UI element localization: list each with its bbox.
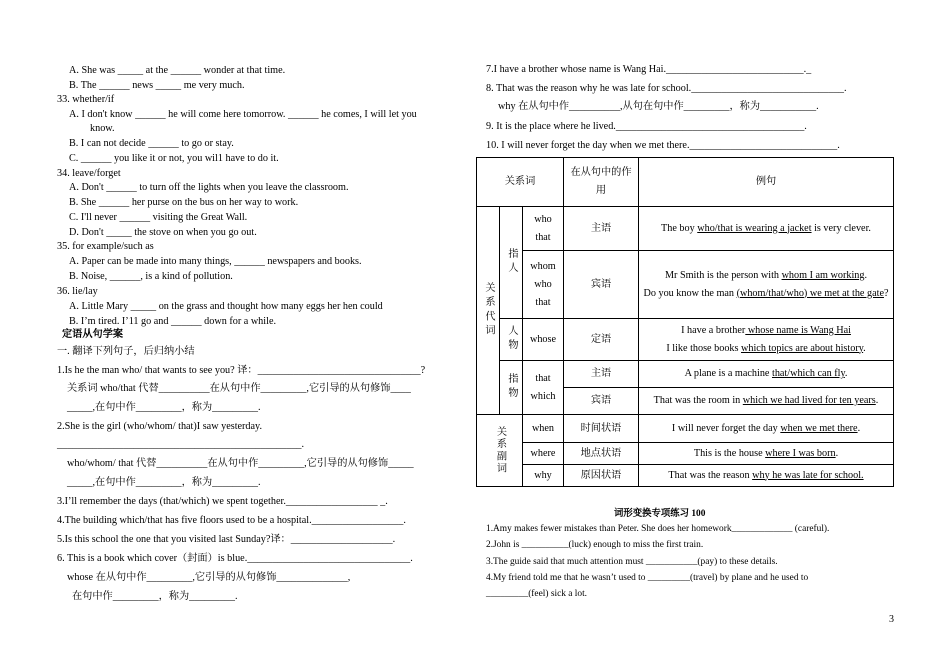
section-subtitle: 一. 翻译下列句子，后归纳小结 xyxy=(57,346,195,357)
practice-item: _________(feel) sick a lot. xyxy=(486,589,588,599)
practice-item: 4.My friend told me that he wasn’t used to _________(travel) by plane and he used to xyxy=(486,573,809,583)
exercise-line: B. She ______ her purse on the bus on her way to work. xyxy=(69,197,299,208)
table-header: 在从句中的作用 xyxy=(564,158,639,207)
exercise-line: A. Little Mary _____ on the grass and thought how many eggs her hen could xyxy=(69,301,383,312)
group-relative-adverb: 关系副词 xyxy=(477,415,523,487)
question-7: 7.I have a brother whose name is Wang Hai.___________________________._ xyxy=(486,64,812,75)
question-1-note: 关系词 who/that 代替__________在从句中作_________,它引导的从句修饰____ xyxy=(67,383,411,394)
relative-word: when xyxy=(523,415,564,443)
relative-word: whom who that xyxy=(523,251,564,319)
practice-item: 1.Amy makes fewer mistakes than Peter. She does her homework_____________ (careful). xyxy=(486,524,830,534)
question-3: 3.I’ll remember the days (that/which) we spent together.__________________ _. xyxy=(57,496,388,507)
relative-word: whose xyxy=(523,319,564,361)
relative-word: that which xyxy=(523,361,564,415)
clause-role: 地点状语 xyxy=(564,443,639,465)
example-sentence: I have a brother whose name is Wang Hai I like those books which topics are about history. xyxy=(639,319,894,361)
question-8-note: why 在从句中作__________,从句在句中作_________，称为___________. xyxy=(498,101,819,112)
question-2-note: _____,在句中作_________，称为_________. xyxy=(67,477,261,488)
subgroup-person: 指人 xyxy=(500,207,523,319)
practice-item: 2.John is __________(luck) enough to miss the first train. xyxy=(486,540,704,550)
exercise-line: A. She was _____ at the ______ wonder at that time. xyxy=(69,65,286,76)
clause-role: 主语 xyxy=(564,361,639,388)
exercise-line: A. Don't ______ to turn off the lights when you leave the classroom. xyxy=(69,182,349,193)
exercise-heading: 36. lie/lay xyxy=(57,286,98,297)
exercise-line: A. Paper can be made into many things, ______ newspapers and books. xyxy=(69,256,362,267)
example-sentence: A plane is a machine that/which can fly. xyxy=(639,361,894,388)
table-header: 关系词 xyxy=(477,158,564,207)
question-6: 6. This is a book which cover（封面）is blue.________________________________. xyxy=(57,553,413,564)
question-4: 4.The building which/that has five floors used to be a hospital.__________________. xyxy=(57,515,406,526)
example-sentence: The boy who/that is wearing a jacket is very clever. xyxy=(639,207,894,251)
question-1-note: _____,在句中作_________，称为_________. xyxy=(67,402,261,413)
example-sentence: That was the room in which we had lived for ten years. xyxy=(639,388,894,415)
question-10: 10. I will never forget the day when we met there._____________________________. xyxy=(486,140,840,151)
exercise-line: C. ______ you like it or not, you wil1 have to do it. xyxy=(69,153,279,164)
exercise-heading: 35. for example/such as xyxy=(57,241,154,252)
example-sentence: This is the house where I was born. xyxy=(639,443,894,465)
exercise-line: A. I don't know ______ he will come here tomorrow. ______ he comes, I will let you xyxy=(69,109,417,120)
table-header: 例句 xyxy=(639,158,894,207)
exercise-heading: 33. whether/if xyxy=(57,94,115,105)
question-1: 1.Is he the man who/ that wants to see you? 译：________________________________? xyxy=(57,365,426,376)
question-6-note: 在句中作_________，称为_________. xyxy=(72,591,238,602)
subgroup-thing: 指物 xyxy=(500,361,523,415)
section-title: 定语从句学案 xyxy=(62,329,124,340)
relative-word: why xyxy=(523,465,564,487)
exercise-line: D. Don't _____ the stove on when you go out. xyxy=(69,227,257,238)
page-number: 3 xyxy=(889,614,894,625)
question-9: 9. It is the place where he lived._____________________________________. xyxy=(486,121,807,132)
exercise-line: C. I'll never ______ visiting the Great Wall. xyxy=(69,212,248,223)
example-sentence: Mr Smith is the person with whom I am working. Do you know the man (whom/that/who) we met at the gate? xyxy=(639,251,894,319)
clause-role: 时间状语 xyxy=(564,415,639,443)
example-sentence: I will never forget the day when we met there. xyxy=(639,415,894,443)
clause-role: 原因状语 xyxy=(564,465,639,487)
subgroup-person-thing: 人物 xyxy=(500,319,523,361)
practice-item: 3.The guide said that much attention must ___________(pay) to these details. xyxy=(486,557,778,567)
question-2-blank: ________________________________________________. xyxy=(57,439,305,450)
question-2-note: who/whom/ that 代替__________在从句中作_________,它引导的从句修饰_____ xyxy=(67,458,414,469)
clause-role: 定语 xyxy=(564,319,639,361)
clause-role: 宾语 xyxy=(564,388,639,415)
practice-title: 词形变换专项练习 100 xyxy=(614,509,706,519)
relative-words-table xyxy=(476,157,894,487)
exercise-line: B. I can not decide ______ to go or stay. xyxy=(69,138,234,149)
exercise-line: B. The ______ news _____ me very much. xyxy=(69,80,245,91)
exercise-line: know. xyxy=(90,123,115,134)
clause-role: 宾语 xyxy=(564,251,639,319)
relative-word: where xyxy=(523,443,564,465)
question-5: 5.Is this school the one that you visited last Sunday?译：____________________. xyxy=(57,534,396,545)
exercise-heading: 34. leave/forget xyxy=(57,168,121,179)
exercise-line: B. Noise, ______, is a kind of pollution. xyxy=(69,271,233,282)
exercise-line: B. I’m tired. I’11 go and ______ down for a while. xyxy=(69,316,277,327)
clause-role: 主语 xyxy=(564,207,639,251)
question-8: 8. That was the reason why he was late for school.______________________________. xyxy=(486,83,847,94)
group-relative-pronoun: 关系代词 xyxy=(477,207,500,415)
example-sentence: That was the reason why he was late for school. xyxy=(639,465,894,487)
relative-word: who that xyxy=(523,207,564,251)
question-6-note: whose 在从句中作_________,它引导的从句修饰______________, xyxy=(67,572,351,583)
question-2: 2.She is the girl (who/whom/ that)I saw yesterday. xyxy=(57,421,263,432)
